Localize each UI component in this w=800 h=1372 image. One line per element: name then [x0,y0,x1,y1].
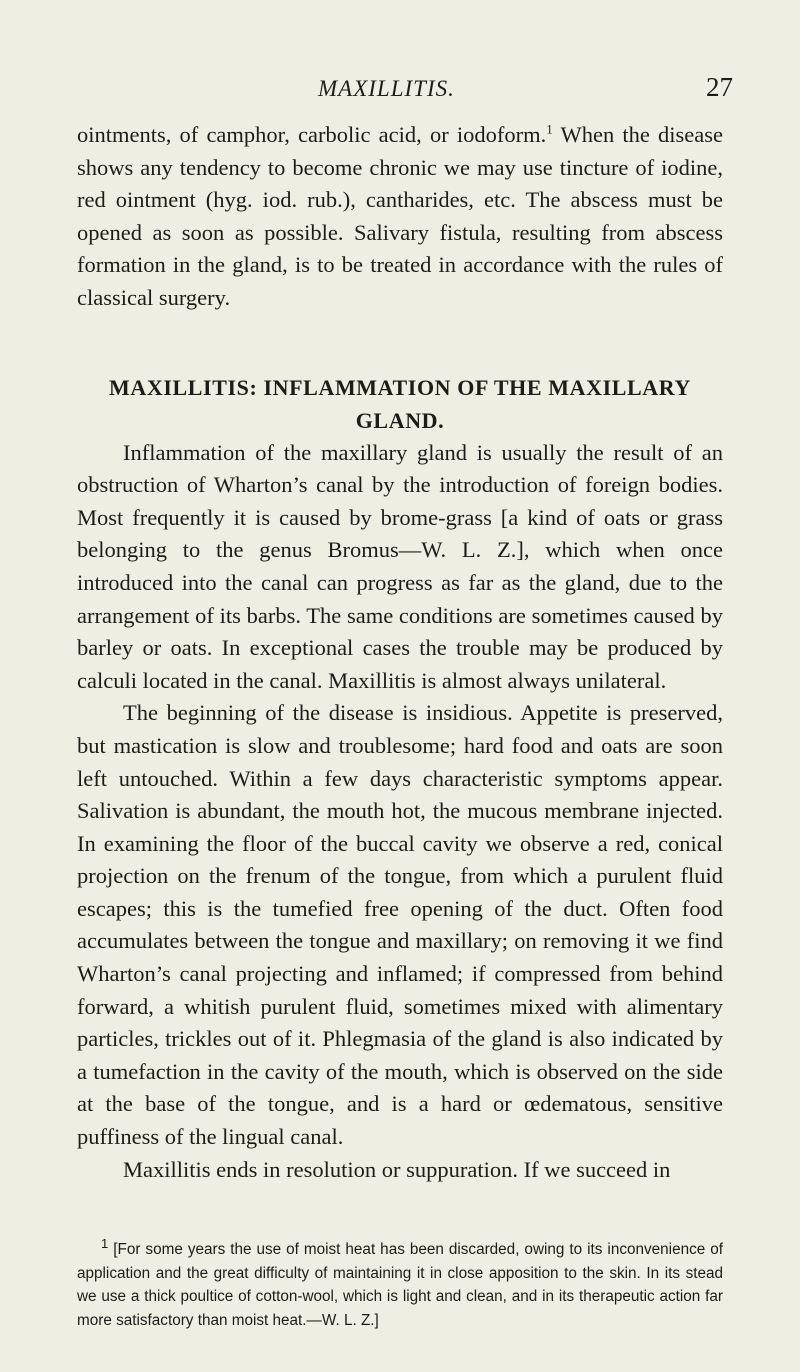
footnote [77,1235,723,1332]
footnote-marker: 1 [101,1235,109,1251]
page-number: 27 [706,72,733,102]
paragraph-text: ointments, of camphor, carbolic acid, or iodoform. [77,122,547,147]
paragraph-cause: Inflammation of the maxillary gland is usually the result of an obstruction of Wharton’s canal by the introduction of foreign bodies. Most frequently it is caused by brome-grass [a kind of oats or grass belonging to the genus Bromus—W. L. Z.], which when once introduced into the canal can progress as far as the gland, due to the arrangement of its barbs. The same conditions are sometimes caused by barley or oats. In exceptional cases the trouble may be produced by calculi located in the canal. Maxillitis is almost always unilateral. [77,439,723,693]
paragraph-text: When the disease shows any tendency to become chronic we may use tincture of iodine, red ointment (hyg. iod. rub.), cantharides, etc. The abscess must be opened as soon as possible. Salivary fistula, resulting from abscess formation in the gland, is to be treated in accordance with the rules of classical surgery. [77,122,723,310]
body-text [77,119,723,1186]
paragraph-outcome: Maxillitis ends in resolution or suppuration. If we succeed in [123,1156,671,1182]
footnote-text: [For some years the use of moist heat has been discarded, owing to its inconvenience of application and the great difficulty of maintaining it in close apposition to the skin. In its stead we use a thick poultice of cotton-wool, which is light and clean, and in its therapeutic action far more satisfactory than moist heat.—W. L. Z.] [77,1241,723,1329]
running-head: MAXILLITIS. [318,76,455,101]
footnote-reference: 1 [546,121,553,137]
paragraph-continuation [77,119,723,315]
section-heading: MAXILLITIS: INFLAMMATION OF THE MAXILLARY GLAND. [108,374,691,433]
paragraph-symptoms: The beginning of the disease is insidious. Appetite is preserved, but mastication is slow and troublesome; hard food and oats are soon left untouched. Within a few days characteristic symptoms appear. Salivation is abundant, the mouth hot, the mucous membrane injected. In examining the floor of the buccal cavity we observe a red, conical projection on the frenum of the tongue, from which a purulent fluid escapes; this is the tumefied free opening of the duct. Often food accumulates between the tongue and maxillary; on removing it we find Wharton’s canal projecting and inflamed; if compressed from behind forward, a whitish purulent fluid, sometimes mixed with alimentary particles, trickles out of it. Phlegmasia of the gland is also indicated by a tumefaction in the cavity of the mouth, which is observed on the side at the base of the tongue, and is a hard or œdematous, sensitive puffiness of the lingual canal. [77,700,723,1150]
